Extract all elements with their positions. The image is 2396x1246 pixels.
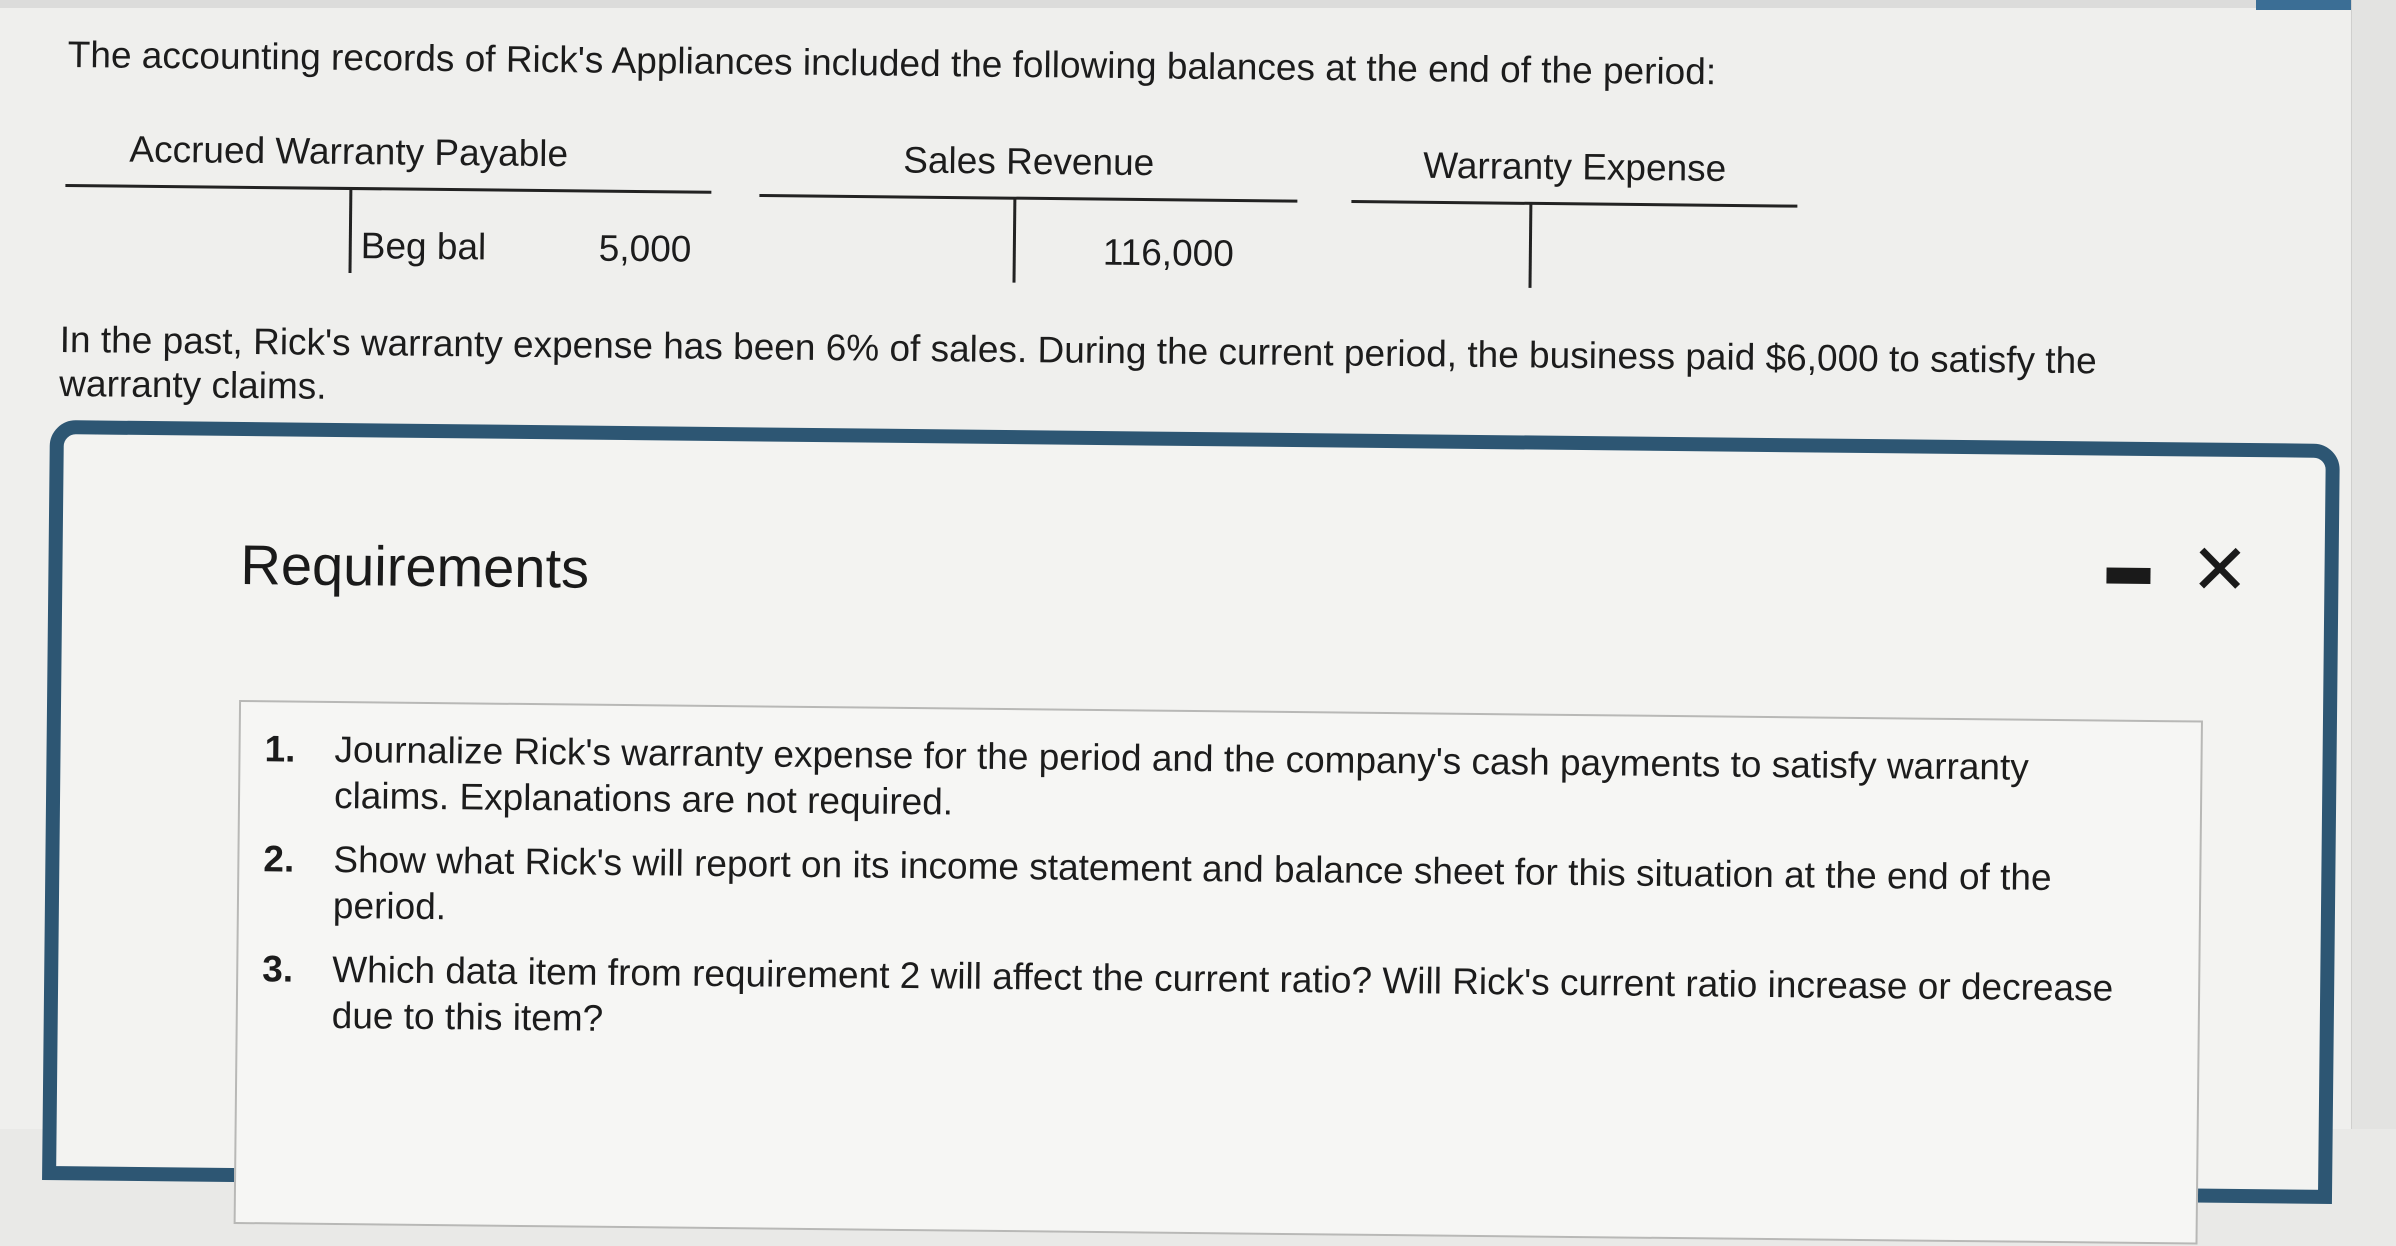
t-account-horizontal-line xyxy=(65,184,711,194)
t-account-title: Sales Revenue xyxy=(903,139,1155,184)
requirement-number: 1. xyxy=(264,728,296,770)
beg-bal-value: 5,000 xyxy=(598,227,692,270)
close-icon[interactable]: ✕ xyxy=(2190,530,2250,610)
t-account-vertical-line xyxy=(1529,204,1533,288)
t-account-title: Accrued Warranty Payable xyxy=(129,128,569,175)
minimize-icon[interactable] xyxy=(2106,568,2150,584)
intro-text: The accounting records of Rick's Appliances included the following balances at the end of the period: xyxy=(67,34,1717,93)
requirement-number: 3. xyxy=(262,948,294,990)
dialog-title: Requirements xyxy=(240,533,590,600)
t-account-vertical-line xyxy=(348,189,352,273)
list-item xyxy=(262,946,2143,1058)
requirement-text: Show what Rick's will report on its income statement and balance sheet for this situation at the end of the period. xyxy=(332,838,2052,928)
sales-revenue-value: 116,000 xyxy=(1102,231,1235,274)
t-account-sales-revenue xyxy=(758,138,1298,294)
requirements-dialog xyxy=(42,420,2340,1204)
t-account-title: Warranty Expense xyxy=(1423,144,1727,189)
list-item xyxy=(263,836,2144,948)
requirements-box xyxy=(234,700,2203,1245)
t-account-horizontal-line xyxy=(1351,200,1797,208)
top-strip xyxy=(0,0,2396,8)
requirement-text: Which data item from requirement 2 will affect the current ratio? Will Rick's current ratio increase or decrease due to this item? xyxy=(331,948,2114,1039)
requirement-number: 2. xyxy=(263,838,295,880)
t-account-vertical-line xyxy=(1012,199,1016,283)
requirement-text: Journalize Rick's warranty expense for the period and the company's cash payments to satisfy warranty claims. Explanations are not required. xyxy=(333,728,2030,823)
t-account-horizontal-line xyxy=(759,194,1297,203)
t-account-warranty-expense xyxy=(1350,144,1798,299)
requirements-list xyxy=(261,726,2144,1076)
scrollbar-track[interactable] xyxy=(2351,0,2396,1129)
t-account-accrued-warranty-payable xyxy=(64,128,712,285)
list-item xyxy=(264,726,2145,838)
problem-paragraph: In the past, Rick's warranty expense has been 6% of sales. During the current period, the business paid $6,000 to satisfy the warranty claims. xyxy=(59,318,2097,407)
beg-bal-label: Beg bal xyxy=(360,225,487,268)
